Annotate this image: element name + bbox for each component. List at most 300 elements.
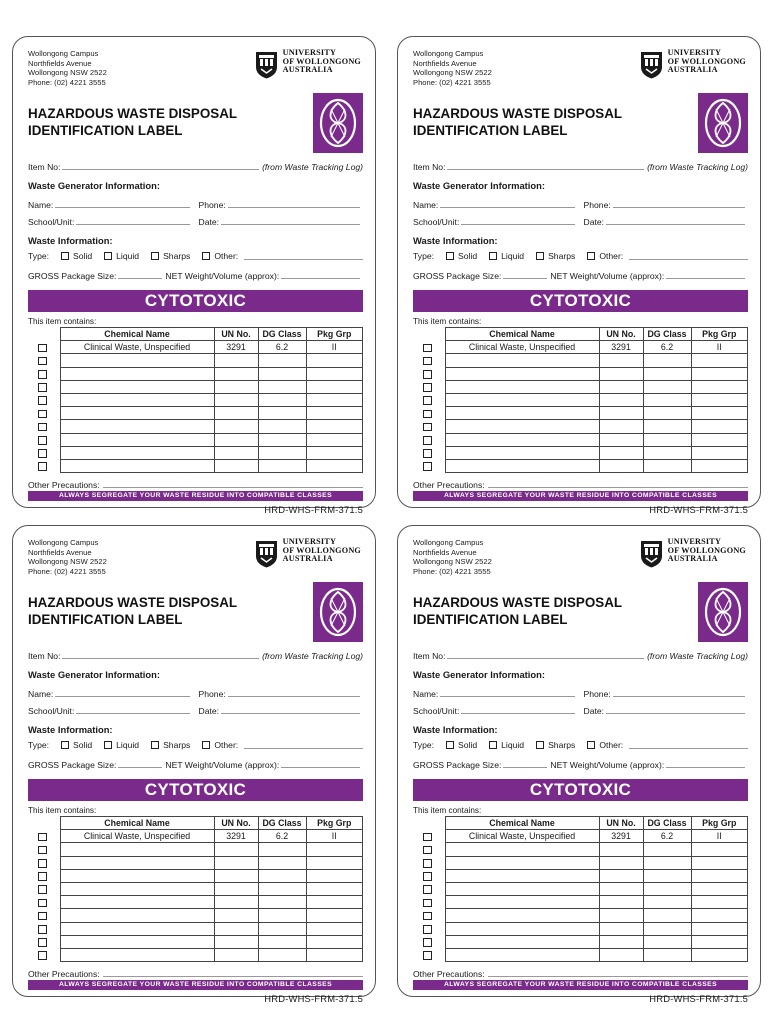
crest-icon [255,538,278,568]
precautions-field[interactable] [103,976,363,977]
table-cell[interactable] [258,354,306,367]
waste-heading: Waste Information: [28,235,113,246]
chemical-table [28,327,363,473]
campus-address: Wollongong Campus Northfields Avenue Wollongong NSW 2522 Phone: (02) 4221 3555 [413,538,492,576]
row-checkbox[interactable] [423,462,432,471]
table-row [413,433,748,446]
table-cell[interactable] [445,948,599,961]
table-cell[interactable] [691,433,748,446]
table-cell[interactable] [214,922,258,935]
other-field[interactable] [244,251,363,260]
net-weight-field[interactable] [281,767,360,768]
row-checkbox[interactable] [38,344,47,353]
precautions-field[interactable] [488,487,748,488]
row-checkbox[interactable] [38,383,47,392]
waste-label-4: Wollongong Campus Northfields Avenue Wollongong NSW 2522 Phone: (02) 4221 3555 UNIVERSITY OF WOLLONGONG AUSTRALIA HAZARDOUS WASTE DISPOSAL IDENTIFICATION LABEL Item No: (from Waste Tracking Log) Waste Generator Information: Name: Phone: School/Unit: Date: Waste Information: Type: Solid Liquid Sharps Other: GROSS Package Size: NET Weight/Volume (approx): CYTOTOXIC This item contains: Chemical Name UN No. DG Class Pkg Grp Clinical Waste, Unspecified 3291 6.2 II Other Precautions: ALWAYS SEGREGATE YOUR WASTE RESIDUE INTO COMPATIBLE CLASSES HRD-WHS-FRM-371.5 [397,525,761,997]
table-cell[interactable] [599,380,643,393]
row-checkbox[interactable] [38,436,47,445]
row-checkbox[interactable] [38,396,47,405]
row-checkbox[interactable] [38,370,47,379]
table-cell[interactable] [643,909,691,922]
row-checkbox[interactable] [423,912,432,921]
waste-label-2: Wollongong Campus Northfields Avenue Wollongong NSW 2522 Phone: (02) 4221 3555 UNIVERSITY OF WOLLONGONG AUSTRALIA HAZARDOUS WASTE DISPOSAL IDENTIFICATION LABEL Item No: (from Waste Tracking Log) Waste Generator Information: Name: Phone: School/Unit: Date: Waste Information: Type: Solid Liquid Sharps Other: GROSS Package Size: NET Weight/Volume (approx): CYTOTOXIC This item contains: Chemical Name UN No. DG Class Pkg Grp Clinical Waste, Unspecified 3291 6.2 II Other Precautions: ALWAYS SEGREGATE YOUR WASTE RESIDUE INTO COMPATIBLE CLASSES HRD-WHS-FRM-371.5 [397,36,761,508]
table-cell[interactable] [643,446,691,459]
other-checkbox[interactable] [587,252,595,260]
table-cell[interactable] [643,393,691,406]
table-row [413,446,748,459]
row-checkbox[interactable] [423,938,432,947]
table-cell[interactable] [691,420,748,433]
label-header [413,538,748,582]
gross-size-field[interactable] [118,278,162,279]
phone-field[interactable] [613,207,745,208]
table-cell[interactable] [599,922,643,935]
table-cell[interactable] [691,354,748,367]
generator-heading: Waste Generator Information: [413,669,545,680]
solid-checkbox[interactable] [446,252,454,260]
other-checkbox[interactable] [587,741,595,749]
table-cell[interactable] [306,856,363,869]
table-cell[interactable] [643,354,691,367]
table-row [28,869,363,882]
table-cell[interactable] [258,882,306,895]
cytotoxic-symbol-icon [698,93,748,153]
table-cell[interactable] [599,367,643,380]
campus-address: Wollongong Campus Northfields Avenue Wollongong NSW 2522 Phone: (02) 4221 3555 [28,538,107,576]
table-cell[interactable] [306,367,363,380]
table-cell[interactable] [643,922,691,935]
table-cell[interactable] [599,354,643,367]
table-cell[interactable] [691,393,748,406]
table-row [28,407,363,420]
row-checkbox[interactable] [38,462,47,471]
cytotoxic-banner: CYTOTOXIC [413,290,748,312]
row-checkbox[interactable] [423,357,432,366]
school-field[interactable] [76,224,189,225]
liquid-checkbox[interactable] [104,741,112,749]
table-cell[interactable] [599,896,643,909]
table-cell[interactable] [60,948,214,961]
row-checkbox[interactable] [423,951,432,960]
table-cell[interactable] [214,856,258,869]
table-row [413,856,748,869]
table-row [413,882,748,895]
segregate-banner: ALWAYS SEGREGATE YOUR WASTE RESIDUE INTO COMPATIBLE CLASSES [28,980,363,990]
table-cell[interactable] [599,393,643,406]
table-row [28,843,363,856]
table-cell[interactable] [214,909,258,922]
waste-type-row: Type: Solid Liquid Sharps Other: [413,247,748,264]
row-checkbox[interactable] [38,357,47,366]
other-checkbox[interactable] [202,252,210,260]
table-cell[interactable] [306,433,363,446]
table-cell[interactable] [60,856,214,869]
table-cell[interactable] [258,922,306,935]
table-cell[interactable] [643,869,691,882]
row-checkbox[interactable] [423,846,432,855]
generator-heading: Waste Generator Information: [28,669,160,680]
crest-icon [255,49,278,79]
label-header [413,49,748,93]
school-field[interactable] [76,713,189,714]
table-row [28,354,363,367]
gross-size-field[interactable] [503,767,547,768]
table-cell[interactable] [445,446,599,459]
table-cell[interactable] [258,909,306,922]
table-cell[interactable] [60,393,214,406]
row-checkbox[interactable] [38,951,47,960]
net-weight-field[interactable] [281,278,360,279]
row-checkbox[interactable] [423,396,432,405]
table-cell[interactable] [60,869,214,882]
table-cell[interactable] [691,367,748,380]
segregate-banner: ALWAYS SEGREGATE YOUR WASTE RESIDUE INTO COMPATIBLE CLASSES [28,491,363,501]
other-checkbox[interactable] [202,741,210,749]
row-checkbox[interactable] [423,872,432,881]
precautions-field[interactable] [103,487,363,488]
row-checkbox[interactable] [38,912,47,921]
table-cell[interactable] [445,896,599,909]
table-cell[interactable] [691,843,748,856]
table-row [28,446,363,459]
table-cell[interactable] [691,869,748,882]
segregate-banner: ALWAYS SEGREGATE YOUR WASTE RESIDUE INTO COMPATIBLE CLASSES [413,491,748,501]
row-checkbox[interactable] [423,410,432,419]
table-cell[interactable] [306,843,363,856]
table-cell[interactable] [214,407,258,420]
item-no-field[interactable] [447,658,644,659]
table-cell[interactable] [306,896,363,909]
row-checkbox[interactable] [423,885,432,894]
table-cell[interactable] [60,882,214,895]
table-cell[interactable] [691,856,748,869]
table-cell[interactable] [445,935,599,948]
table-cell[interactable] [214,896,258,909]
date-field[interactable] [221,224,360,225]
row-checkbox[interactable] [423,925,432,934]
gross-size-field[interactable] [503,278,547,279]
school-field[interactable] [461,713,574,714]
table-cell[interactable] [214,446,258,459]
table-cell[interactable] [258,393,306,406]
table-cell[interactable] [258,935,306,948]
table-cell[interactable] [691,922,748,935]
table-cell[interactable] [691,882,748,895]
table-cell[interactable] [599,856,643,869]
table-cell[interactable] [60,843,214,856]
table-cell[interactable] [214,420,258,433]
table-cell[interactable] [445,420,599,433]
table-cell[interactable] [60,459,214,472]
table-row [413,948,748,961]
university-logo: UNIVERSITY OF WOLLONGONG AUSTRALIA [640,49,746,79]
label-title: HAZARDOUS WASTE DISPOSAL IDENTIFICATION LABEL [413,106,623,138]
row-checkbox[interactable] [423,370,432,379]
table-cell[interactable] [214,459,258,472]
item-no-field[interactable] [62,658,259,659]
other-field[interactable] [629,740,748,749]
table-cell[interactable] [60,354,214,367]
row-checkbox[interactable] [38,449,47,458]
row-checkbox[interactable] [38,899,47,908]
table-cell[interactable] [445,393,599,406]
solid-checkbox[interactable] [61,252,69,260]
table-cell[interactable] [445,367,599,380]
contains-label: This item contains: [28,317,97,326]
table-row [413,407,748,420]
liquid-checkbox[interactable] [489,252,497,260]
label-header [28,49,363,93]
waste-type-row: Type: Solid Liquid Sharps Other: [28,736,363,753]
table-cell[interactable] [258,948,306,961]
table-cell[interactable] [258,896,306,909]
table-cell[interactable] [258,856,306,869]
table-cell[interactable] [691,446,748,459]
table-cell[interactable] [306,935,363,948]
table-cell[interactable] [258,407,306,420]
table-row [28,896,363,909]
row-checkbox[interactable] [38,423,47,432]
row-checkbox[interactable] [38,410,47,419]
row-checkbox[interactable] [423,383,432,392]
table-row [28,948,363,961]
row-checkbox[interactable] [423,436,432,445]
table-cell[interactable] [258,380,306,393]
table-row [28,380,363,393]
table-cell[interactable] [599,948,643,961]
table-cell[interactable] [258,446,306,459]
table-cell[interactable] [643,380,691,393]
table-cell[interactable] [306,922,363,935]
table-cell[interactable] [60,380,214,393]
net-weight-field[interactable] [666,278,745,279]
gross-size-field[interactable] [118,767,162,768]
table-cell[interactable] [643,935,691,948]
row-checkbox[interactable] [423,899,432,908]
table-cell[interactable] [691,935,748,948]
table-row [413,393,748,406]
item-no-field[interactable] [62,169,259,170]
row-checkbox[interactable] [423,833,432,842]
table-cell[interactable] [691,909,748,922]
table-row [28,433,363,446]
table-cell[interactable] [214,935,258,948]
table-cell[interactable] [445,459,599,472]
table-cell[interactable] [60,935,214,948]
table-cell[interactable] [643,367,691,380]
cytotoxic-symbol-icon [313,93,363,153]
table-cell[interactable] [599,882,643,895]
table-cell[interactable] [258,367,306,380]
row-checkbox[interactable] [38,925,47,934]
other-field[interactable] [629,251,748,260]
table-cell[interactable] [445,407,599,420]
table-cell[interactable] [214,882,258,895]
table-cell[interactable] [643,420,691,433]
table-cell[interactable] [60,433,214,446]
table-cell[interactable] [60,407,214,420]
name-field[interactable] [55,207,189,208]
table-cell[interactable] [599,869,643,882]
table-cell[interactable] [445,856,599,869]
table-cell[interactable] [445,380,599,393]
table-header-row: Chemical Name UN No. DG Class Pkg Grp [28,328,363,341]
table-cell[interactable] [445,869,599,882]
table-row: Clinical Waste, Unspecified 3291 6.2 II [28,341,363,354]
other-field[interactable] [244,740,363,749]
table-cell[interactable] [306,459,363,472]
sharps-checkbox[interactable] [536,741,544,749]
row-checkbox[interactable] [423,423,432,432]
table-cell[interactable] [691,459,748,472]
table-row [28,922,363,935]
table-cell[interactable] [445,909,599,922]
table-cell[interactable] [214,433,258,446]
table-cell[interactable] [643,882,691,895]
precautions-row: Other Precautions: [28,476,363,490]
table-row [28,420,363,433]
item-no-row: Item No: (from Waste Tracking Log) [413,162,748,172]
table-row [413,909,748,922]
table-cell[interactable] [258,433,306,446]
row-checkbox[interactable] [38,872,47,881]
row-checkbox[interactable] [423,344,432,353]
campus-address: Wollongong Campus Northfields Avenue Wollongong NSW 2522 Phone: (02) 4221 3555 [28,49,107,87]
waste-type-row: Type: Solid Liquid Sharps Other: [413,736,748,753]
table-cell[interactable] [643,896,691,909]
row-checkbox[interactable] [423,449,432,458]
sharps-checkbox[interactable] [536,252,544,260]
table-cell[interactable] [599,407,643,420]
table-cell[interactable] [258,869,306,882]
table-cell[interactable] [306,948,363,961]
table-cell[interactable] [214,367,258,380]
university-logo: UNIVERSITY OF WOLLONGONG AUSTRALIA [255,49,361,79]
table-cell[interactable] [214,380,258,393]
table-cell[interactable] [306,380,363,393]
table-row [413,420,748,433]
table-cell[interactable] [306,407,363,420]
table-cell[interactable] [691,407,748,420]
table-cell[interactable] [214,948,258,961]
university-logo: UNIVERSITY OF WOLLONGONG AUSTRALIA [640,538,746,568]
table-cell[interactable] [306,446,363,459]
date-field[interactable] [221,713,360,714]
sharps-checkbox[interactable] [151,252,159,260]
table-cell[interactable] [445,882,599,895]
row-checkbox[interactable] [38,938,47,947]
table-cell[interactable] [643,433,691,446]
item-no-row: Item No: (from Waste Tracking Log) [413,651,748,661]
contains-label: This item contains: [413,806,482,815]
table-cell[interactable] [643,459,691,472]
item-no-field[interactable] [447,169,644,170]
waste-label-1: Wollongong Campus Northfields Avenue Wollongong NSW 2522 Phone: (02) 4221 3555 UNIVERSITY OF WOLLONGONG AUSTRALIA HAZARDOUS WASTE DISPOSAL IDENTIFICATION LABEL Item No: (from Waste Tracking Log) Waste Generator Information: Name: Phone: School/Unit: Date: Waste Information: Type: Solid Liquid Sharps Other: GROSS Package Size: NET Weight/Volume (approx): CYTOTOXIC This item contains: Chemical Name UN No. DG Class Pkg Grp Clinical Waste, Unspecified 3291 6.2 II Other Precautions: ALWAYS SEGREGATE YOUR WASTE RESIDUE INTO COMPATIBLE CLASSES HRD-WHS-FRM-371.5 [12,36,376,508]
table-cell[interactable] [643,843,691,856]
name-field[interactable] [440,696,574,697]
name-field[interactable] [55,696,189,697]
cytotoxic-banner: CYTOTOXIC [28,779,363,801]
label-title: HAZARDOUS WASTE DISPOSAL IDENTIFICATION LABEL [28,595,238,627]
table-cell[interactable] [306,909,363,922]
table-cell[interactable] [306,393,363,406]
solid-checkbox[interactable] [446,741,454,749]
table-cell[interactable] [60,420,214,433]
table-cell[interactable] [445,843,599,856]
table-cell[interactable] [599,446,643,459]
table-cell[interactable] [306,882,363,895]
table-row [413,922,748,935]
cytotoxic-symbol-icon [313,582,363,642]
row-checkbox[interactable] [38,833,47,842]
table-cell[interactable] [599,935,643,948]
table-cell[interactable] [306,354,363,367]
liquid-checkbox[interactable] [104,252,112,260]
date-field[interactable] [606,224,745,225]
table-cell[interactable] [306,420,363,433]
table-cell[interactable] [445,922,599,935]
table-cell[interactable] [214,869,258,882]
phone-field[interactable] [228,696,360,697]
table-cell[interactable] [258,420,306,433]
row-checkbox[interactable] [38,859,47,868]
row-checkbox[interactable] [38,885,47,894]
name-field[interactable] [440,207,574,208]
table-cell[interactable] [214,354,258,367]
table-cell[interactable] [60,367,214,380]
table-cell[interactable] [258,459,306,472]
date-field[interactable] [606,713,745,714]
solid-checkbox[interactable] [61,741,69,749]
precautions-field[interactable] [488,976,748,977]
table-cell[interactable] [599,843,643,856]
row-checkbox[interactable] [38,846,47,855]
table-cell[interactable] [60,446,214,459]
table-cell[interactable] [599,433,643,446]
table-cell[interactable] [214,393,258,406]
phone-field[interactable] [228,207,360,208]
table-cell[interactable] [691,948,748,961]
label-title: HAZARDOUS WASTE DISPOSAL IDENTIFICATION LABEL [28,106,238,138]
table-cell[interactable] [691,380,748,393]
table-cell[interactable] [599,459,643,472]
table-cell[interactable] [306,869,363,882]
table-cell[interactable] [643,948,691,961]
crest-icon [640,49,663,79]
table-cell[interactable] [599,909,643,922]
table-row [28,367,363,380]
table-cell[interactable] [691,896,748,909]
table-cell[interactable] [60,922,214,935]
table-cell[interactable] [214,843,258,856]
table-cell[interactable] [60,896,214,909]
contains-label: This item contains: [28,806,97,815]
table-cell[interactable] [643,407,691,420]
liquid-checkbox[interactable] [489,741,497,749]
table-cell[interactable] [60,909,214,922]
table-cell[interactable] [445,354,599,367]
table-cell[interactable] [258,843,306,856]
table-cell[interactable] [643,856,691,869]
phone-field[interactable] [613,696,745,697]
table-cell[interactable] [445,433,599,446]
net-weight-field[interactable] [666,767,745,768]
table-row [413,367,748,380]
table-cell[interactable] [599,420,643,433]
school-field[interactable] [461,224,574,225]
row-checkbox[interactable] [423,859,432,868]
sharps-checkbox[interactable] [151,741,159,749]
